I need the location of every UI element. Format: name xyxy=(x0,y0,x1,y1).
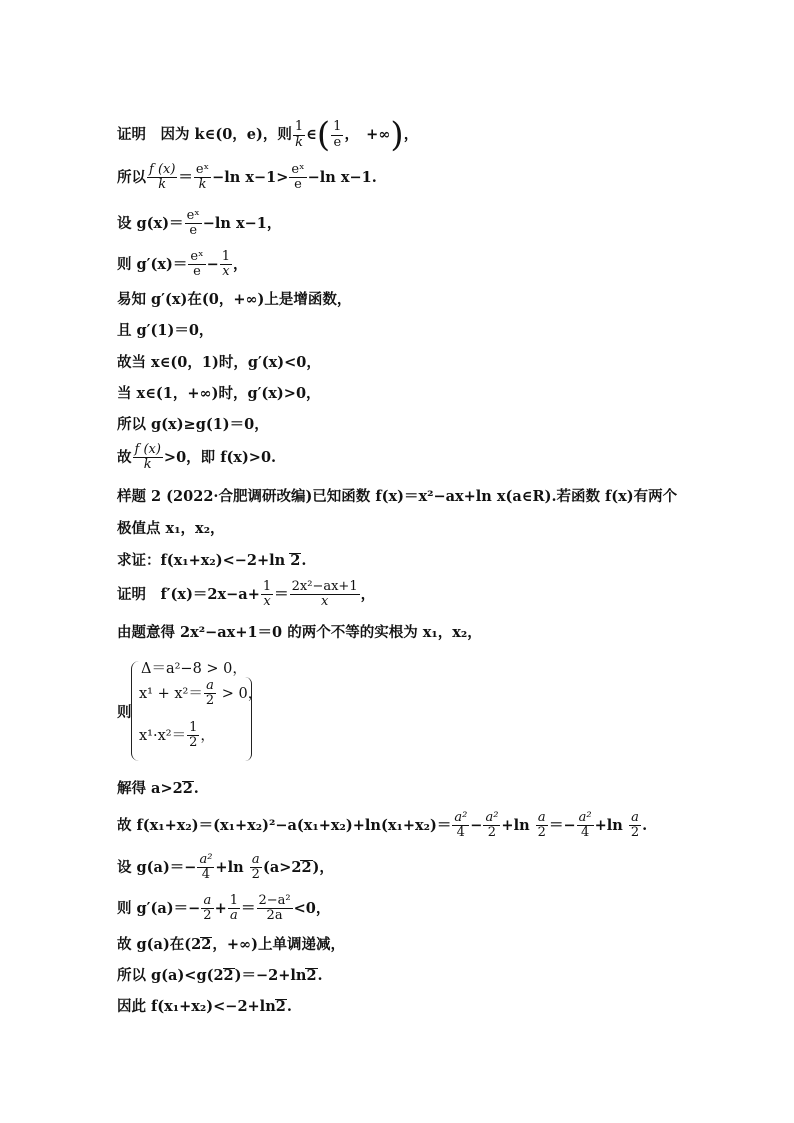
proof-line-2: 所以 $\frac{f (x)}{k}$ ＝ $\frac{\text{eˣ}}{k}$ −ln x−1> $\frac{\text{eˣ}}{e}$ −ln x−1. xyxy=(117,162,377,193)
g-prime-a: 则 g′(a)＝− $\frac{a}{2}$ + $\frac{1}{a}$ ＝ $\frac{\text{2−a²}}{2a}$ <0， xyxy=(117,893,331,924)
f-sum-expression: 故 f(x₁+x₂)＝(x₁+x₂)²−a(x₁+x₂)+ln(x₁+x₂)＝ $\frac{\text{a²}}{4}$ − $\frac{\text{a²}}{2}$ +ln $\frac{a}{2}$ ＝− $\frac{\text{a²}}{4}$ +ln $\frac{a}{2}$ . xyxy=(117,810,648,841)
system-row-sum: x¹ + x²＝ $\frac{a}{2}$ > 0， xyxy=(139,678,263,709)
conclusion: 因此 f(x₁+x₂)<−2+ln2. xyxy=(117,998,292,1015)
condition-system xyxy=(117,657,267,767)
solve-a: 解得 a>22. xyxy=(117,780,199,797)
system-row-discriminant: Δ＝a²−8 > 0， xyxy=(141,661,247,677)
proof2-roots: 由题意得 2x²−ax+1＝0 的两个不等的实根为 x₁，x₂， xyxy=(117,624,482,641)
proof-line-3: 设 g(x)＝ $\frac{\text{eˣ}}{e}$ −ln x−1， xyxy=(117,208,282,239)
g-bound: 所以 g(a)<g(22)＝−2+ln2. xyxy=(117,967,323,984)
proof-line-4: 则 g′(x)＝ $\frac{\text{eˣ}}{e}$ − $\frac{1}{x}$ ， xyxy=(117,249,248,280)
proof-line-1: 证明 因为 k∈(0，e)，则 $\frac{1}{k}$ ∈( $\frac{1}{e}$ ， +∞)， xyxy=(117,115,419,155)
system-row-product: x¹·x²＝ $\frac{1}{2}$ ， xyxy=(139,720,215,751)
example-2-statement: 样题 2 (2022·合肥调研改编)已知函数 f(x)＝x²−ax+ln x(a∈R).若函数 f(x)有两个 xyxy=(117,488,678,505)
g-decreasing: 故 g(a)在(22，+∞)上单调递减， xyxy=(117,936,345,953)
proof2-derivative: 证明 f′(x)＝2x−a+ $\frac{1}{x}$ ＝ $\frac{\text{2x²−ax+1}}{x}$ ， xyxy=(117,579,376,610)
proof-line-9: 所以 g(x)≥g(1)＝0， xyxy=(117,416,269,433)
example-2-goal: 求证：f(x₁+x₂)<−2+ln 2. xyxy=(117,552,307,569)
proof-line-10: 故 $\frac{f (x)}{k}$ >0，即 f(x)>0. xyxy=(117,442,277,473)
proof-line-6: 且 g′(1)＝0， xyxy=(117,322,214,339)
system-label: 则 xyxy=(117,704,132,721)
proof-line-8: 当 x∈(1，+∞)时，g′(x)>0， xyxy=(117,385,321,402)
example-2-statement-cont: 极值点 x₁，x₂， xyxy=(117,520,225,537)
proof-line-5: 易知 g′(x)在(0，+∞)上是增函数， xyxy=(117,291,352,308)
define-g-a: 设 g(a)＝− $\frac{\text{a²}}{4}$ +ln $\frac{a}{2}$ (a>22)， xyxy=(117,852,334,883)
proof-line-7: 故当 x∈(0，1)时，g′(x)<0， xyxy=(117,354,321,371)
